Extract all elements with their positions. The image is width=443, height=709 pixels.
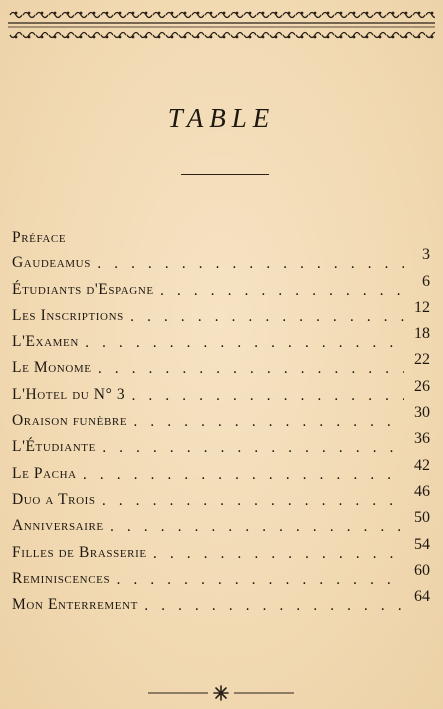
toc-entry [12, 404, 430, 434]
toc-entry [12, 298, 430, 329]
toc-leader-dots [154, 283, 404, 303]
toc-entry-page-number: 26 [414, 377, 430, 395]
toc-entry [12, 561, 430, 592]
toc-entry-page-number: 22 [414, 351, 430, 369]
toc-entry [12, 325, 430, 355]
toc-preface: Préface [12, 229, 67, 246]
toc-leader-dots [110, 572, 404, 592]
toc-leader-dots [104, 519, 404, 539]
page-title: TABLE [167, 103, 276, 133]
toc-entry-title: Le Monome [12, 359, 92, 377]
toc-entry-title: Anniversaire [12, 517, 104, 535]
toc-entry-title: Oraison funèbre [12, 412, 128, 430]
toc-entry-page-number: 64 [414, 588, 430, 606]
toc-entry [12, 588, 430, 618]
toc-leader-dots [77, 467, 404, 487]
toc-entry-page-number: 46 [414, 482, 430, 500]
toc-leader-dots [96, 440, 404, 460]
toc-entry-title: Étudiants d'Espagne [12, 280, 154, 298]
toc-leader-dots [96, 493, 404, 513]
toc-entry-title: Filles de Brasserie [12, 543, 147, 561]
scroll-border-ornament-icon [8, 6, 435, 42]
table-of-contents [12, 246, 430, 618]
toc-entry-title: L'Étudiante [12, 438, 96, 456]
toc-leader-dots [127, 414, 404, 434]
toc-entry-title: Mon Enterrement [12, 596, 138, 614]
toc-entry [12, 509, 430, 539]
toc-leader-dots [92, 361, 404, 381]
toc-entry-page-number: 3 [422, 246, 430, 264]
toc-leader-dots [91, 256, 404, 276]
toc-entry-title: Le Pacha [12, 464, 77, 482]
toc-entry [12, 377, 430, 407]
toc-entry-page-number: 50 [414, 509, 430, 527]
toc-entry-page-number: 18 [414, 325, 430, 343]
toc-entry-title: L'Examen [12, 333, 79, 351]
toc-entry [12, 246, 430, 276]
toc-leader-dots [147, 546, 404, 566]
toc-entry [12, 456, 430, 486]
toc-entry-title: Duo a Trois [12, 490, 96, 508]
toc-entry-title: L'Hotel du N° 3 [12, 385, 126, 403]
toc-entry-page-number: 42 [414, 456, 430, 474]
toc-entry-page-number: 54 [414, 535, 430, 553]
toc-entry [12, 482, 430, 513]
toc-entry-page-number: 30 [414, 404, 430, 422]
toc-leader-dots [79, 335, 404, 355]
toc-entry-page-number: 36 [414, 430, 430, 448]
toc-entry-title: Gaudeamus [12, 254, 91, 272]
toc-leader-dots [125, 388, 404, 408]
toc-entry [12, 535, 430, 565]
toc-leader-dots [124, 309, 404, 329]
toc-entry-page-number: 6 [422, 272, 430, 290]
toc-entry-page-number: 12 [414, 298, 430, 316]
star-divider-ornament-icon [146, 684, 296, 702]
toc-entry-title: Les Inscriptions [12, 306, 124, 324]
toc-entry-page-number: 60 [414, 561, 430, 579]
toc-leader-dots [138, 598, 404, 618]
title-rule [181, 174, 269, 175]
toc-entry-title: Reminiscences [12, 569, 111, 587]
toc-entry [12, 430, 430, 460]
toc-entry [12, 272, 430, 302]
toc-entry [12, 351, 430, 381]
